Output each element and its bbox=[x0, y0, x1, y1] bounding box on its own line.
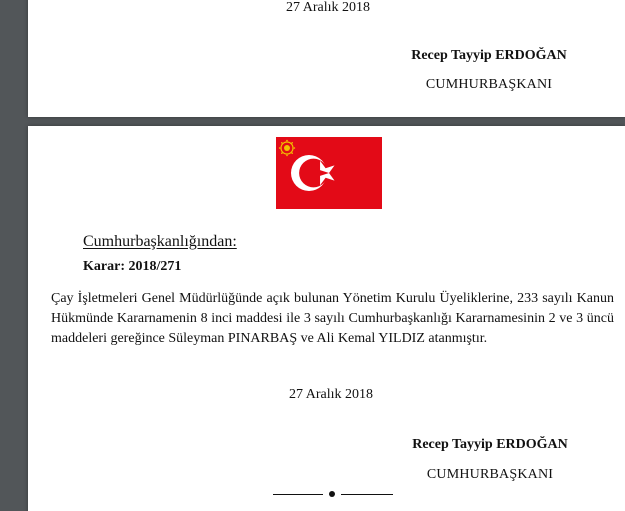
presidential-seal-icon bbox=[279, 140, 295, 156]
issuer-heading: Cumhurbaşkanlığından: bbox=[83, 233, 237, 250]
signatory-title: CUMHURBAŞKANI bbox=[426, 467, 554, 482]
previous-page-signatory-title: CUMHURBAŞKANI bbox=[425, 77, 553, 92]
decision-number: Karar: 2018/271 bbox=[83, 259, 182, 274]
turkish-flag-icon bbox=[276, 137, 382, 209]
previous-page-date: 27 Aralık 2018 bbox=[286, 0, 370, 15]
decision-date: 27 Aralık 2018 bbox=[289, 387, 373, 402]
section-divider-icon bbox=[273, 488, 393, 502]
previous-page bbox=[28, 0, 625, 117]
previous-page-signatory-name: Recep Tayyip ERDOĞAN bbox=[411, 48, 567, 63]
signatory-name: Recep Tayyip ERDOĞAN bbox=[412, 437, 568, 452]
decision-body: Çay İşletmeleri Genel Müdürlüğünde açık bulunan Yönetim Kurulu Üyeliklerine, 233 sayılı Kanun Hükmünde Kararnamenin 8 inci maddesi ile 3 sayılı Cumhurbaşkanlığı Kararnamesinin 2 ve 3 üncü maddeleri gereğince Süleyman PINARBAŞ ve Ali Kemal YILDIZ atanmıştır. bbox=[51, 291, 614, 346]
document-page bbox=[28, 126, 625, 511]
